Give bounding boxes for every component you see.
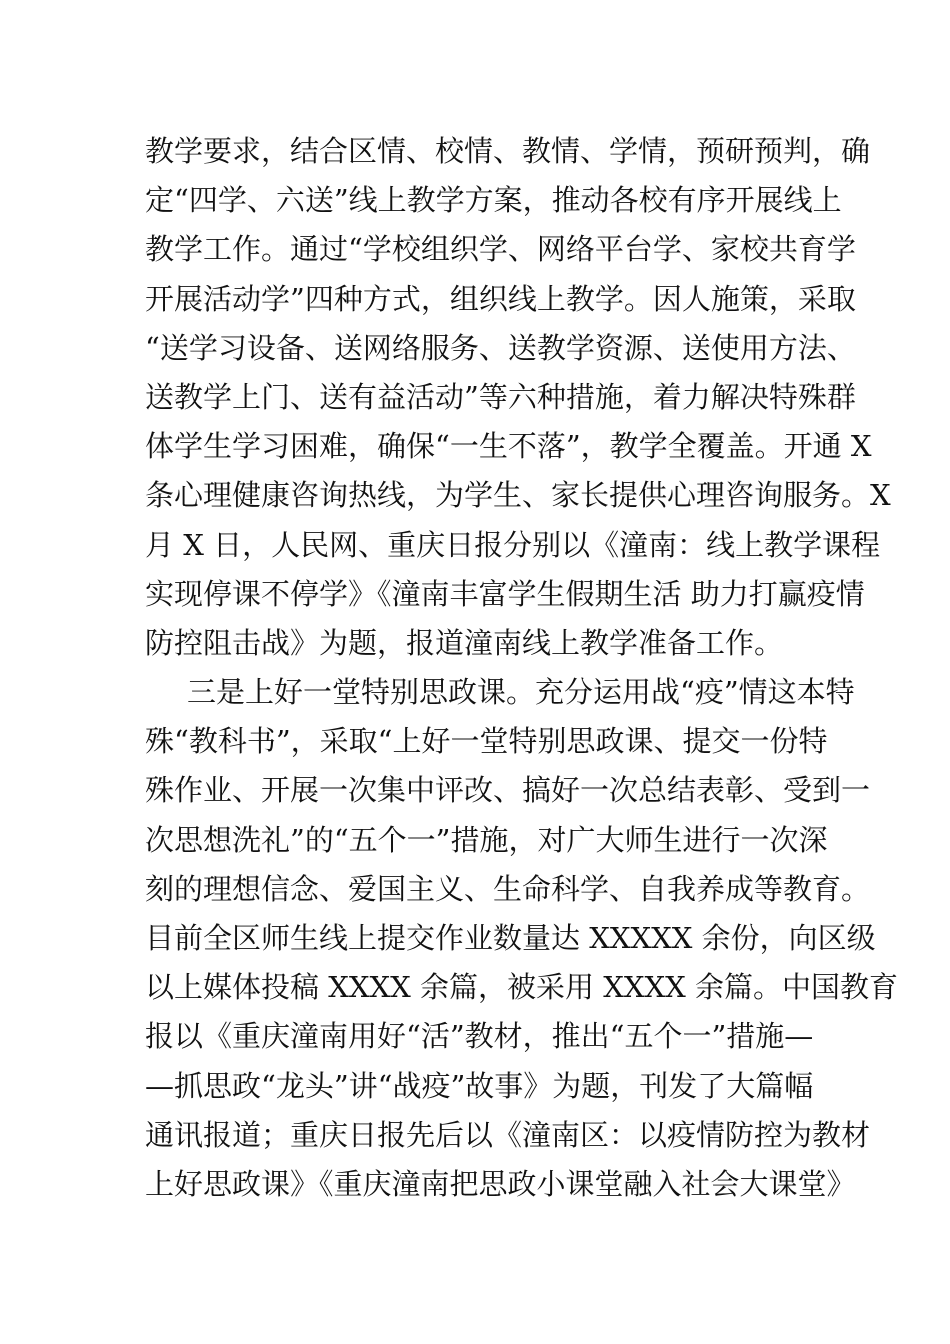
text-line: 定“四学、六送”线上教学方案，推动各校有序开展线上 [145,183,842,218]
text-line: 条心理健康咨询热线，为学生、家长提供心理咨询服务。X [145,478,891,513]
text-line: “送学习设备、送网络服务、送教学资源、送使用方法、 [145,330,856,365]
paragraph-start-line: 三是上好一堂特别思政课。充分运用战“疫”情这本特 [187,675,855,710]
text-line: 防控阻击战》为题，报道潼南线上教学准备工作。 [145,625,784,660]
text-line: 教学要求，结合区情、校情、教情、学情，预研预判，确 [145,134,871,168]
text-line: 报以《重庆潼南用好“活”教材，推出“五个一”措施— [145,1019,814,1054]
text-line: 月 X 日，人民网、重庆日报分别以《潼南：线上教学课程 [145,527,881,562]
text-line: 次思想洗礼”的“五个一”措施，对广大师生进行一次深 [145,822,828,857]
text-line: 教学工作。通过“学校组织学、网络平台学、家校共育学 [145,232,856,267]
text-line: 上好思政课》《重庆潼南把思政小课堂融入社会大课堂》 [145,1166,856,1201]
text-line: 开展活动学”四种方式，组织线上教学。因人施策，采取 [145,281,856,316]
text-line: 通讯报道；重庆日报先后以《潼南区：以疫情防控为教材 [145,1117,871,1152]
text-line: 实现停课不停学》《潼南丰富学生假期生活 助力打赢疫情 [145,576,865,611]
text-line: 殊作业、开展一次集中评改、搞好一次总结表彰、受到一 [145,773,871,808]
text-line: 以上媒体投稿 XXXX 余篇，被采用 XXXX 余篇。中国教育 [145,970,899,1005]
text-line: 殊“教科书”，采取“上好一堂特别思政课、提交一份特 [145,724,828,759]
text-line: 刻的理想信念、爱国主义、生命科学、自我养成等教育。 [145,871,871,906]
text-line: 目前全区师生线上提交作业数量达 XXXXX 余份，向区级 [145,921,876,955]
text-line: —抓思政“龙头”讲“战疫”故事》为题，刊发了大篇幅 [145,1068,814,1103]
text-line: 体学生学习困难，确保“一生不落”，教学全覆盖。开通 X [145,429,872,464]
body-text [145,127,899,1209]
text-line: 送教学上门、送有益活动”等六种措施，着力解决特殊群 [145,379,856,414]
